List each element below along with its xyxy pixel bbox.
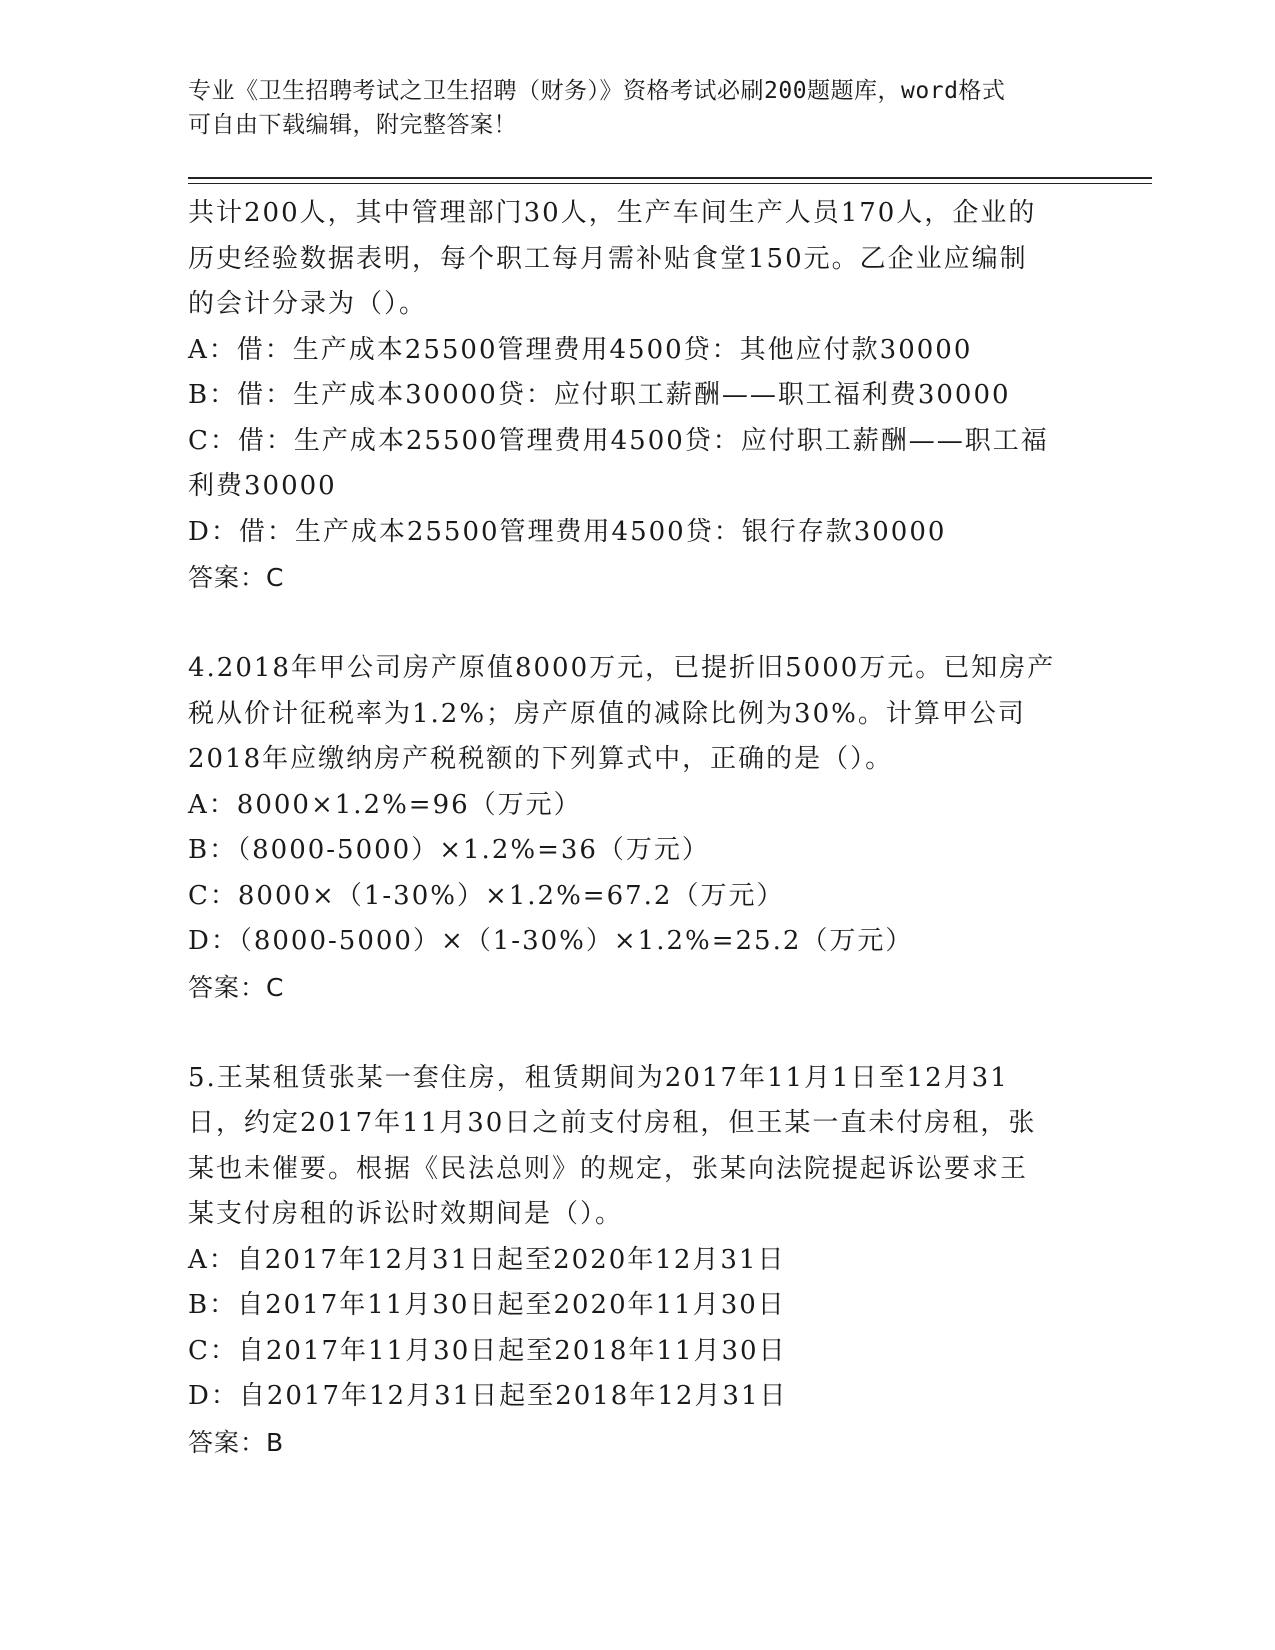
option-d: D：借：生产成本25500管理费用4500贷：银行存款30000 <box>188 516 947 547</box>
question-stem-line: 的会计分录为（）。 <box>188 289 428 319</box>
option-a: A：8000×1.2%=96（万元） <box>188 789 582 820</box>
question-stem-line: 5.王某租赁张某一套住房，租赁期间为2017年11月1日至12月31 <box>188 1062 1009 1093</box>
question-stem-line: 日，约定2017年11月30日之前支付房租，但王某一直未付房租，张 <box>188 1108 1037 1138</box>
header-divider-thin <box>188 183 1152 184</box>
question-stem-line: 某支付房租的诉讼时效期间是（）。 <box>188 1199 624 1229</box>
option-b: B：借：生产成本30000贷：应付职工薪酬——职工福利费30000 <box>188 380 1011 410</box>
option-d: D：自2017年12月31日起至2018年12月31日 <box>188 1381 788 1411</box>
option-a: A：借：生产成本25500管理费用4500贷：其他应付款30000 <box>188 334 973 365</box>
option-c: C：自2017年11月30日起至2018年11月30日 <box>188 1335 787 1366</box>
answer-label: 答案：B <box>188 1427 285 1457</box>
question-stem-line: 共计200人，其中管理部门30人，生产车间生产人员170人，企业的 <box>188 198 1037 228</box>
option-b: B：自2017年11月30日起至2020年11月30日 <box>188 1290 786 1320</box>
question-3 <box>188 191 1088 601</box>
question-5 <box>188 1056 1088 1466</box>
answer-label: 答案：C <box>188 563 285 592</box>
document-header <box>188 74 1088 142</box>
question-stem-line: 2018年应缴纳房产税税额的下列算式中，正确的是（）。 <box>188 744 894 774</box>
answer-label: 答案：C <box>188 972 285 1002</box>
option-d: D：（8000-5000）×（1-30%）×1.2%=25.2（万元） <box>188 926 914 956</box>
option-c-continued: 利费30000 <box>188 471 337 501</box>
question-4 <box>188 646 1088 1010</box>
option-b: B：（8000-5000）×1.2%=36（万元） <box>188 835 710 865</box>
question-spacer <box>188 601 1088 647</box>
header-title-line-1: 专业《卫生招聘考试之卫生招聘（财务）》资格考试必刷200题题库，word格式 <box>188 78 1006 104</box>
option-a: A：自2017年12月31日起至2020年12月31日 <box>188 1244 786 1275</box>
header-divider-thick <box>188 177 1152 179</box>
header-title-line-2: 可自由下载编辑，附完整答案！ <box>188 112 517 138</box>
option-c: C：8000×（1-30%）×1.2%=67.2（万元） <box>188 880 785 911</box>
question-stem-line: 历史经验数据表明，每个职工每月需补贴食堂150元。乙企业应编制 <box>188 243 1028 274</box>
option-c: C：借：生产成本25500管理费用4500贷：应付职工薪酬——职工福 <box>188 425 1049 456</box>
question-spacer <box>188 1010 1088 1056</box>
document-body <box>188 191 1088 1465</box>
question-stem-line: 4.2018年甲公司房产原值8000万元，已提折旧5000万元。已知房产 <box>188 653 1056 683</box>
question-stem-line: 税从价计征税率为1.2%；房产原值的减除比例为30%。计算甲公司 <box>188 698 1026 729</box>
question-stem-line: 某也未催要。根据《民法总则》的规定，张某向法院提起诉讼要求王 <box>188 1153 1029 1184</box>
